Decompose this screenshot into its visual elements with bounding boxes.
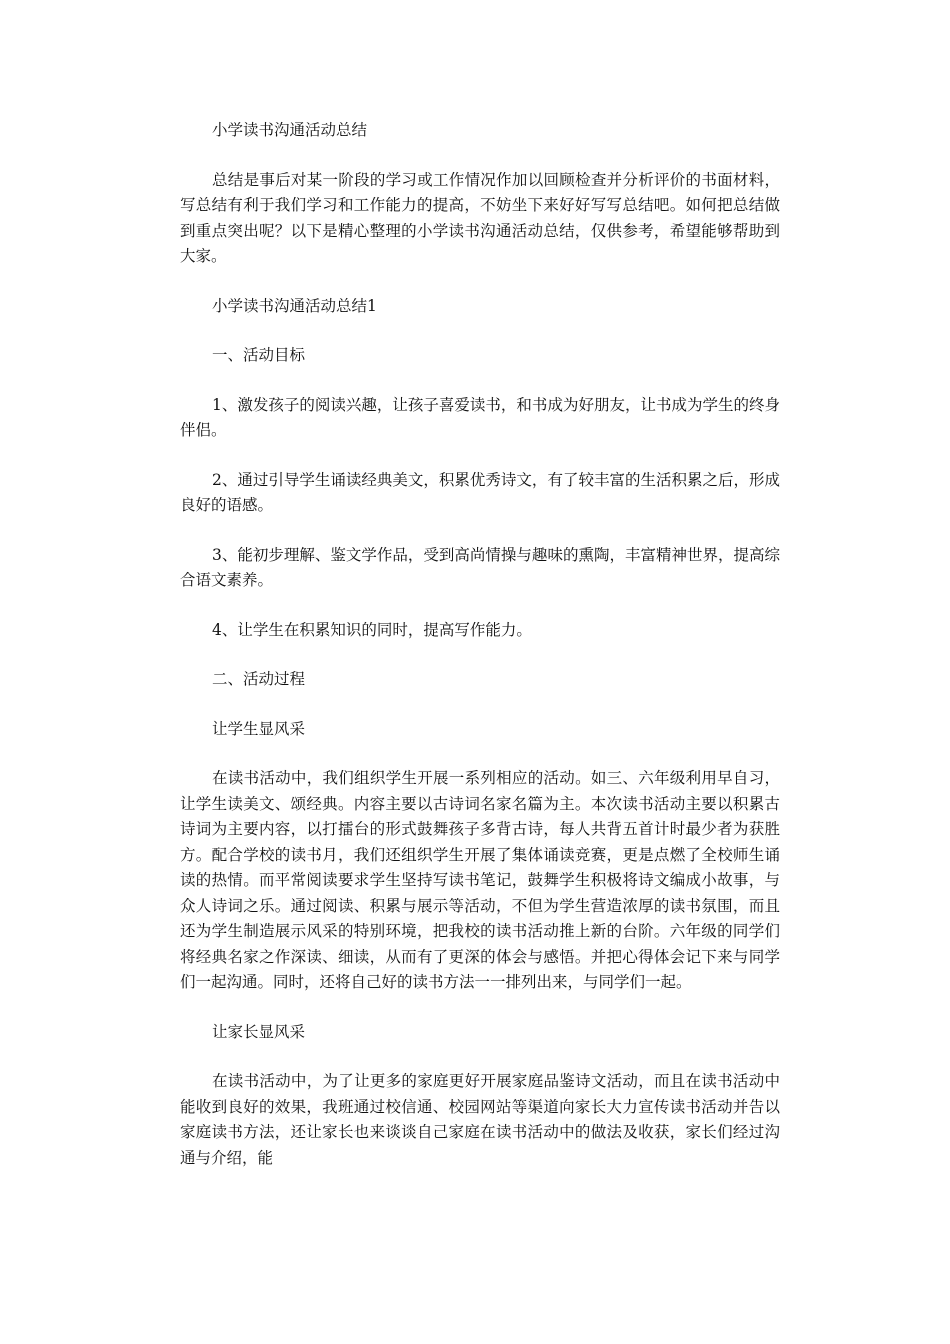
students-paragraph: 在读书活动中，我们组织学生开展一系列相应的活动。如三、六年级利用早自习，让学生读美文、颂经典。内容主要以古诗词名家名篇为主。本次读书活动主要以积累古诗词为主要内容，以打擂台的形式鼓舞孩子多背古诗，每人共背五首计时最少者为获胜方。配合学校的读书月，我们还组织学生开展了集体诵读竞赛，更是点燃了全校师生诵读的热情。而平常阅读要求学生坚持写读书笔记，鼓舞学生积极将诗文编成小故事，与众人诗词之乐。通过阅读、积累与展示等活动，不但为学生营造浓厚的读书氛围，而且还为学生制造展示风采的特别环境，把我校的读书活动推上新的台阶。六年级的同学们将经典名家之作深读、细读，从而有了更深的体会与感悟。并把心得体会记下来与同学们一起沟通。同时，还将自己好的读书方法一一排列出来，与同学们一起。 [180, 769, 780, 991]
goal-item-1: 1、激发孩子的阅读兴趣，让孩子喜爱读书，和书成为好朋友，让书成为学生的终身伴侣。 [180, 395, 780, 439]
document-page [180, 118, 780, 1195]
goal-item-2: 2、通过引导学生诵读经典美文，积累优秀诗文，有了较丰富的生活积累之后，形成良好的语感。 [180, 470, 780, 514]
goal-item-3: 3、能初步理解、鉴文学作品，受到高尚情操与趣味的熏陶，丰富精神世界，提高综合语文素养。 [180, 545, 780, 589]
document-title: 小学读书沟通活动总结 [212, 121, 368, 139]
subheading-students: 让学生显风采 [212, 719, 306, 738]
subheading-parents: 让家长显风采 [212, 1022, 306, 1041]
section-heading-process: 二、活动过程 [212, 670, 306, 688]
goal-item-4: 4、让学生在积累知识的同时，提高写作能力。 [212, 620, 532, 639]
section-heading-goals: 一、活动目标 [212, 346, 306, 364]
intro-paragraph: 总结是事后对某一阶段的学习或工作情况作加以回顾检查并分析评价的书面材料，写总结有利于我们学习和工作能力的提高，不妨坐下来好好写写总结吧。如何把总结做到重点突出呢？以下是精心整理的小学读书沟通活动总结，仅供参考，希望能够帮助到大家。 [180, 170, 780, 265]
parents-paragraph: 在读书活动中，为了让更多的家庭更好开展家庭品鉴诗文活动，而且在读书活动中能收到良好的效果，我班通过校信通、校园网站等渠道向家长大力宣传读书活动并告以家庭读书方法，还让家长也来谈谈自己家庭在读书活动中的做法及收获，家长们经过沟通与介绍，能 [180, 1072, 780, 1167]
summary-subtitle: 小学读书沟通活动总结1 [212, 296, 377, 315]
